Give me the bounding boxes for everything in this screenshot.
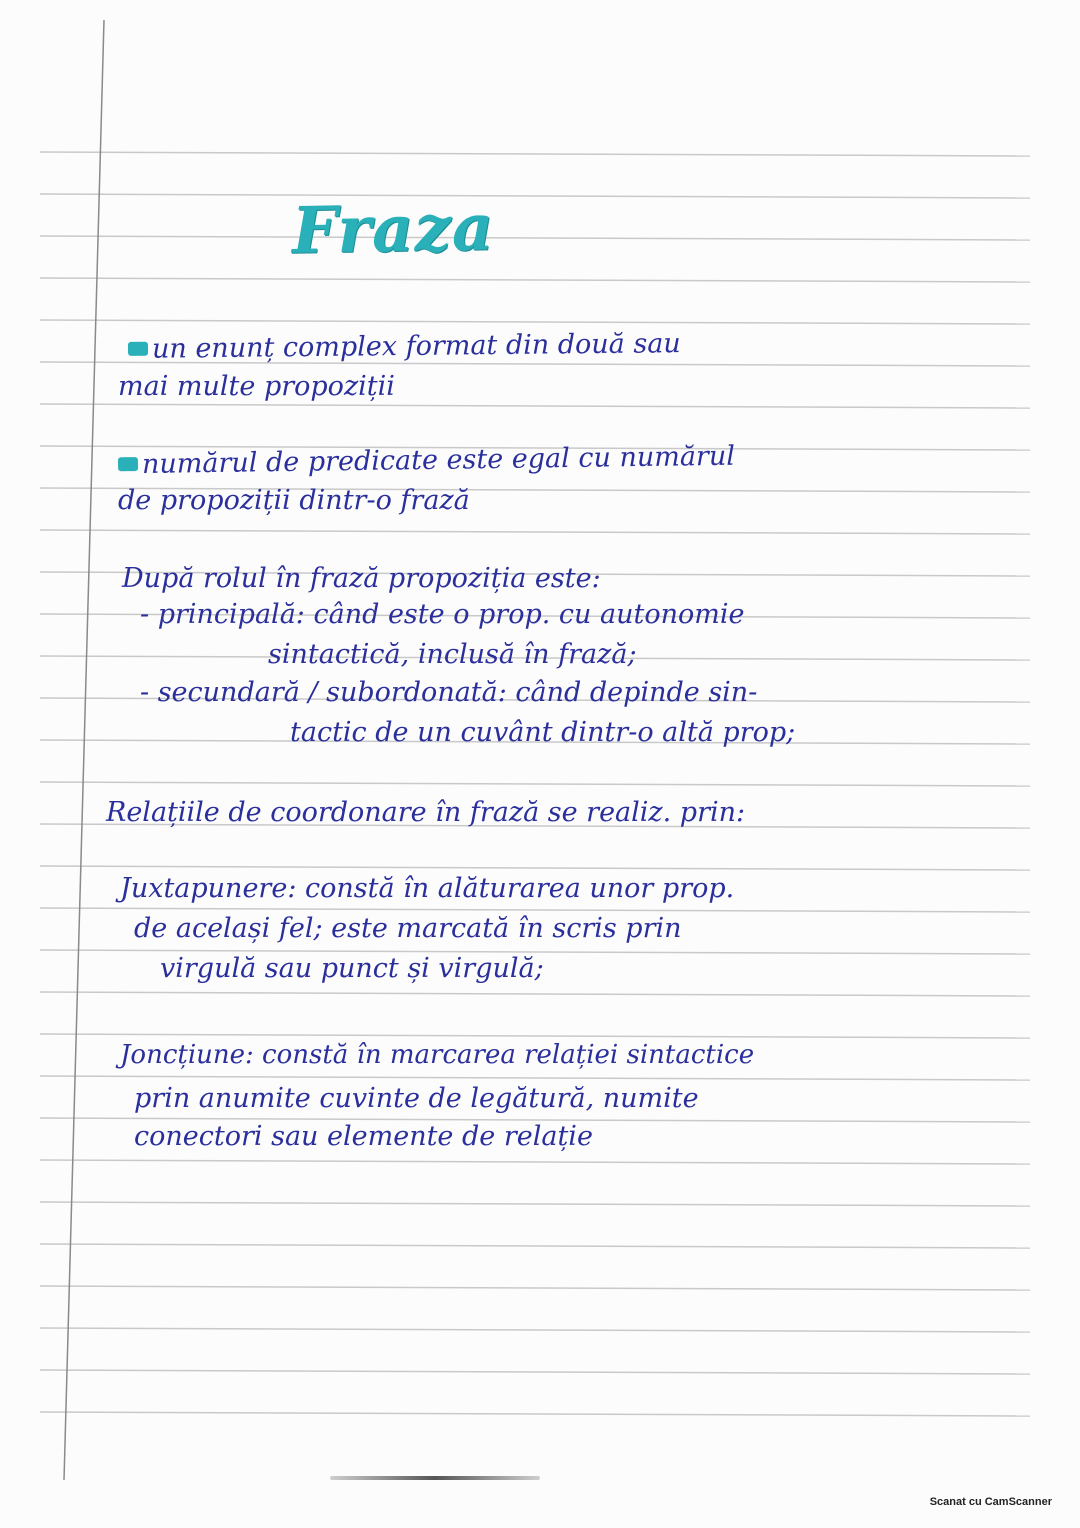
paragraph-1-line-2: mai multe propoziții xyxy=(118,371,395,402)
paragraph-6-line-1: Joncțiune: constă în marcarea relației sintactice xyxy=(120,1040,755,1070)
paragraph-5-line-1: Juxtapunere: constă în alăturarea unor prop. xyxy=(120,873,735,904)
paragraph-3-line-2: - principală: când este o prop. cu autonomie xyxy=(140,599,745,630)
paragraph-6-line-3: conectori sau elemente de relație xyxy=(134,1121,593,1152)
margin-line xyxy=(64,20,104,1480)
paragraph-5-line-2: de același fel; este marcată în scris prin xyxy=(134,913,682,944)
bullet-icon xyxy=(118,457,138,471)
paragraph-1-line-1: un enunț complex format din două sau xyxy=(128,327,681,367)
paragraph-3-line-1: După rolul în frază propoziția este: xyxy=(122,563,601,594)
page-title: Fraza xyxy=(291,190,495,269)
paragraph-5-line-3: virgulă sau punct și virgulă; xyxy=(160,953,544,984)
paragraph-3-line-3: sintactică, inclusă în frază; xyxy=(268,639,637,670)
paragraph-2-line-2: de propoziții dintr-o frază xyxy=(118,485,470,516)
paragraph-6-line-2: prin anumite cuvinte de legătură, numite xyxy=(134,1083,699,1114)
paragraph-2-line-1: numărul de predicate este egal cu numărul xyxy=(118,440,735,483)
bullet-icon xyxy=(128,342,148,356)
paragraph-4-line-1: Relațiile de coordonare în frază se realiz. prin: xyxy=(106,797,746,828)
scanner-watermark: Scanat cu CamScanner xyxy=(929,1496,1052,1508)
scan-shadow-bar xyxy=(330,1476,540,1480)
paragraph-3-line-5: tactic de un cuvânt dintr-o altă prop; xyxy=(290,717,796,748)
paragraph-3-line-4: - secundară / subordonată: când depinde sin- xyxy=(140,677,758,708)
